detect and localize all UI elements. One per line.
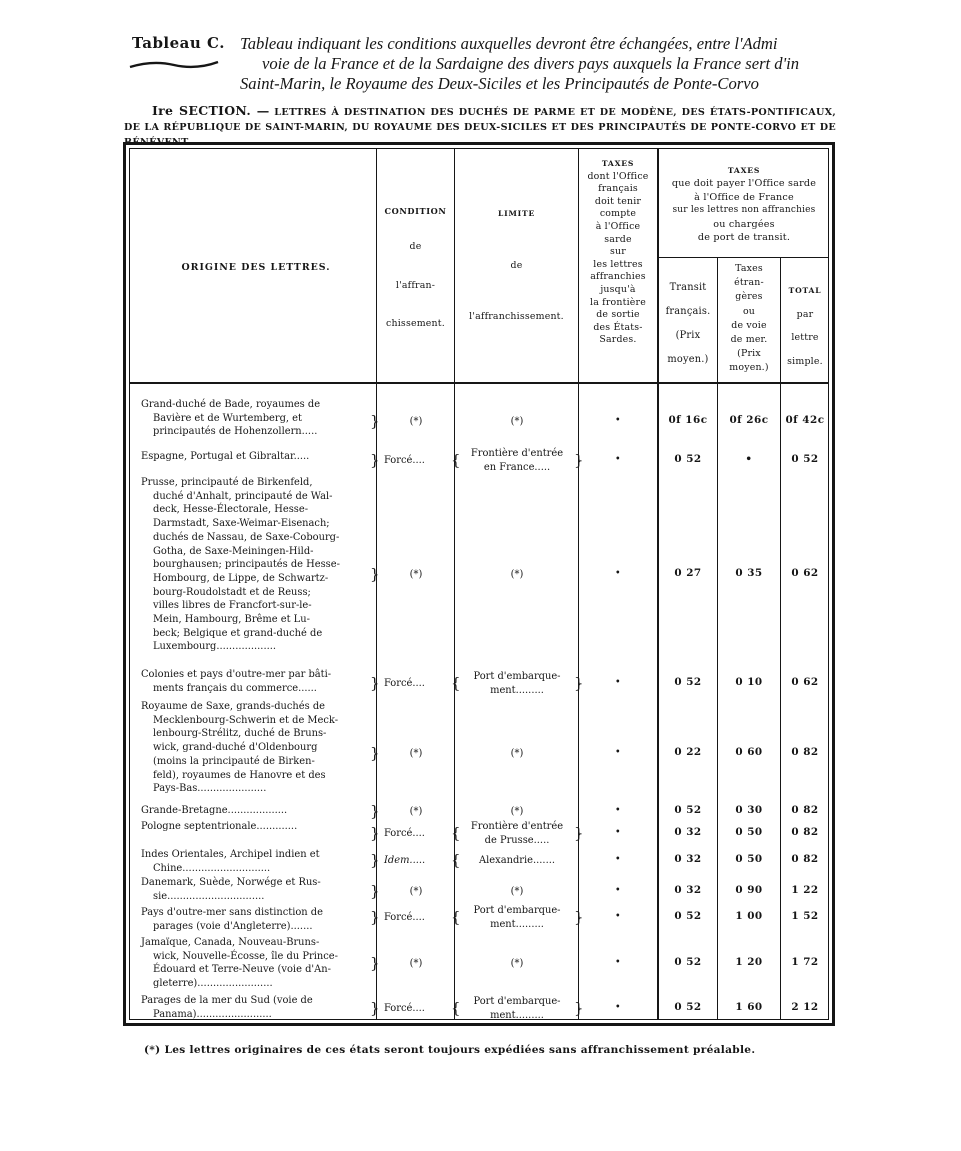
ts-4: ou chargées xyxy=(713,218,775,230)
row-10-condition: (*) xyxy=(409,958,423,969)
header-etrangeres xyxy=(718,262,780,376)
row-5-origine-line-0: Grande-Bretagne................... xyxy=(141,805,288,816)
te-5: de mer. xyxy=(730,334,768,346)
row-6-taxe_fr: • xyxy=(615,826,621,836)
tf-7: sur xyxy=(610,246,626,258)
row-4-condition: (*) xyxy=(409,748,423,759)
row-6-limite-line-0: Frontière d'entrée xyxy=(470,821,564,833)
row-6-etrangere: 0 50 xyxy=(735,826,763,838)
row-10-taxe_fr: • xyxy=(615,956,621,966)
header-transit xyxy=(659,276,717,372)
row-7-taxe_fr: • xyxy=(615,853,621,863)
row-3-brace-condition: { xyxy=(451,674,461,692)
title-line-1: Tableau indiquant les conditions auxquelles devront être échangées, entre l'Admi xyxy=(240,34,778,53)
row-0-etrangere: 0f 26c xyxy=(729,414,769,426)
row-8-etrangere: 0 90 xyxy=(735,884,763,896)
row-0-limite-line-0: (*) xyxy=(510,416,524,428)
te-2: gères xyxy=(735,291,763,303)
row-9-condition: Forcé.... xyxy=(384,912,425,923)
row-11-limite-line-0: Port d'embarque- xyxy=(473,996,561,1008)
row-9-origine-line-1: parages (voie d'Angleterre)....... xyxy=(153,920,313,932)
row-1-etrangere: • xyxy=(745,453,753,465)
row-0-condition: (*) xyxy=(409,416,423,427)
header-taxes-sarde xyxy=(659,164,829,244)
row-5-origine xyxy=(141,804,371,818)
row-0-total: 0f 42c xyxy=(785,414,825,426)
row-8-brace-origine: } xyxy=(370,882,380,900)
row-9-brace-limite: } xyxy=(574,908,584,926)
row-2-total: 0 62 xyxy=(791,567,819,579)
row-11-origine-line-1: Panama)........................ xyxy=(153,1008,272,1020)
tf-11: la frontière xyxy=(590,296,646,308)
row-7-origine-line-0: Indes Orientales, Archipel indien et xyxy=(141,849,320,860)
row-8-taxe_fr: • xyxy=(615,884,621,894)
row-2-origine-line-3: Darmstadt, Saxe-Weimar-Eisenach; xyxy=(153,518,330,530)
header-limite-l3: l'affranchissement. xyxy=(469,310,564,322)
row-6-condition: Forcé.... xyxy=(384,828,425,839)
row-2-condition: (*) xyxy=(409,569,423,580)
row-2-origine xyxy=(141,476,371,654)
table-label: Tableau C. xyxy=(132,34,225,52)
row-10-etrangere: 1 20 xyxy=(735,956,763,968)
row-0-origine xyxy=(141,398,371,439)
tf-6: sarde xyxy=(604,233,632,245)
row-6-brace-origine: } xyxy=(370,824,380,842)
row-7-limite xyxy=(458,854,576,868)
row-9-etrangere: 1 00 xyxy=(735,910,763,922)
row-7-brace-condition: { xyxy=(451,851,461,869)
row-4-origine-line-2: lenbourg-Strélitz, duché de Bruns- xyxy=(153,728,327,740)
row-3-limite-line-0: Port d'embarque- xyxy=(473,671,561,683)
row-2-brace-origine: } xyxy=(370,565,380,583)
row-2-origine-line-8: bourg-Roudolstadt et de Reuss; xyxy=(153,586,311,598)
row-2-taxe_fr: • xyxy=(615,567,621,577)
row-1-origine xyxy=(141,450,371,464)
row-9-brace-origine: } xyxy=(370,908,380,926)
row-3-taxe_fr: • xyxy=(615,676,621,686)
row-9-total: 1 52 xyxy=(791,910,819,922)
row-6-transit: 0 32 xyxy=(674,826,702,838)
row-9-taxe_fr: • xyxy=(615,910,621,920)
tt-3: simple. xyxy=(787,355,823,367)
header-condition-l4: chissement. xyxy=(386,317,445,329)
row-6-limite-line-1: de Prusse..... xyxy=(484,835,550,847)
row-11-total: 2 12 xyxy=(791,1001,819,1013)
header-taxes-francais xyxy=(579,158,657,347)
row-2-origine-line-4: duchés de Nassau, de Saxe-Cobourg- xyxy=(153,531,340,543)
header-rule xyxy=(129,382,829,384)
tf-0: TAXES xyxy=(601,159,635,168)
row-11-transit: 0 52 xyxy=(674,1001,702,1013)
row-11-brace-limite: } xyxy=(574,999,584,1017)
header-total xyxy=(781,279,829,373)
row-1-brace-limite: } xyxy=(574,451,584,469)
ts-3: sur les lettres non affranchies xyxy=(672,205,816,216)
row-4-limite xyxy=(458,747,576,761)
te-4: de voie xyxy=(731,319,767,331)
row-0-brace-origine: } xyxy=(370,412,380,430)
row-0-origine-line-2: principautés de Hohenzollern..... xyxy=(153,426,318,438)
row-10-origine-line-3: gleterre)........................ xyxy=(153,978,273,990)
row-1-taxe_fr: • xyxy=(615,453,621,463)
row-8-total: 1 22 xyxy=(791,884,819,896)
row-4-origine-line-1: Mecklenbourg-Schwerin et de Meck- xyxy=(153,714,339,726)
row-2-transit: 0 27 xyxy=(674,567,702,579)
row-9-origine-line-0: Pays d'outre-mer sans distinction de xyxy=(141,907,323,918)
row-10-limite-line-0: (*) xyxy=(510,958,524,970)
row-6-brace-limite: } xyxy=(574,824,584,842)
row-11-condition: Forcé.... xyxy=(384,1003,425,1014)
tr-1: français. xyxy=(665,306,711,317)
row-2-origine-line-6: bourghausen; principautés de Hesse- xyxy=(153,559,340,571)
row-11-brace-condition: { xyxy=(451,999,461,1017)
row-2-origine-line-5: Gotha, de Saxe-Meiningen-Hild- xyxy=(153,545,314,557)
tr-2: (Prix xyxy=(675,330,701,341)
row-7-brace-origine: } xyxy=(370,851,380,869)
row-4-origine-line-4: (moins la principauté de Birken- xyxy=(153,755,315,767)
row-4-limite-line-0: (*) xyxy=(510,748,524,760)
row-9-limite-line-1: ment......... xyxy=(490,919,544,931)
te-0: Taxes xyxy=(735,263,763,274)
row-2-origine-line-12: Luxembourg................... xyxy=(153,641,277,653)
row-0-transit: 0f 16c xyxy=(668,414,708,426)
row-5-limite-line-0: (*) xyxy=(510,806,524,818)
row-7-etrangere: 0 50 xyxy=(735,853,763,865)
table-title xyxy=(240,34,842,94)
te-7: moyen.) xyxy=(729,362,769,374)
tf-2: français xyxy=(598,183,638,195)
row-0-limite xyxy=(458,415,576,429)
row-1-total: 0 52 xyxy=(791,453,819,465)
row-4-origine-line-0: Royaume de Saxe, grands-duchés de xyxy=(141,701,326,712)
row-10-brace-origine: } xyxy=(370,954,380,972)
row-9-limite xyxy=(458,904,576,931)
row-11-origine-line-0: Parages de la mer du Sud (voie de xyxy=(141,995,313,1006)
row-4-origine-line-6: Pays-Bas...................... xyxy=(153,783,267,795)
row-8-limite-line-0: (*) xyxy=(510,886,524,898)
row-2-origine-line-10: Mein, Hambourg, Brême et Lu- xyxy=(153,614,310,626)
row-5-total: 0 82 xyxy=(791,804,819,816)
row-3-etrangere: 0 10 xyxy=(735,676,763,688)
header-condition-l2: de xyxy=(409,241,422,253)
row-4-taxe_fr: • xyxy=(615,746,621,756)
row-0-origine-line-0: Grand-duché de Bade, royaumes de xyxy=(141,399,321,410)
row-1-brace-origine: } xyxy=(370,451,380,469)
row-8-origine-line-0: Danemark, Suède, Norwége et Rus- xyxy=(141,877,321,888)
title-line-2: voie de la France et de la Sardaigne des divers pays auxquels la France sert d'in xyxy=(262,54,800,73)
title-line-3: Saint-Marin, le Royaume des Deux-Siciles et les Principautés de Ponte-Corvo xyxy=(240,74,759,93)
header-limite xyxy=(455,208,578,323)
row-2-origine-line-2: deck, Hesse-Électorale, Hesse- xyxy=(153,504,309,516)
row-1-limite-line-0: Frontière d'entrée xyxy=(470,448,564,460)
tf-1: dont l'Office xyxy=(587,170,649,182)
row-6-origine-line-0: Pologne septentrionale............. xyxy=(141,821,298,832)
row-7-transit: 0 32 xyxy=(674,853,702,865)
header-origine: ORIGINE DES LETTRES. xyxy=(181,262,331,273)
row-7-origine-line-1: Chine............................ xyxy=(153,862,271,874)
row-11-origine xyxy=(141,994,371,1021)
subheader-rule xyxy=(659,257,829,258)
row-2-origine-line-11: beck; Belgique et grand-duché de xyxy=(153,627,323,639)
ts-5: de port de transit. xyxy=(697,232,791,244)
row-3-brace-origine: } xyxy=(370,674,380,692)
row-10-origine-line-2: Édouard et Terre-Neuve (voie d'An- xyxy=(153,964,331,976)
tr-3: moyen.) xyxy=(667,354,709,365)
header-limite-l1: LIMITE xyxy=(497,209,536,218)
row-11-taxe_fr: • xyxy=(615,1001,621,1011)
tf-13: des États- xyxy=(593,321,643,333)
row-0-origine-line-1: Bavière et de Wurtemberg, et xyxy=(153,412,302,424)
row-3-limite xyxy=(458,670,576,697)
row-10-origine xyxy=(141,936,371,991)
tf-5: à l'Office xyxy=(595,220,641,232)
row-10-origine-line-1: wick, Nouvelle-Écosse, île du Prince- xyxy=(153,950,338,962)
row-4-origine xyxy=(141,700,371,796)
tt-0: TOTAL xyxy=(788,286,822,295)
row-2-origine-line-9: villes libres de Francfort-sur-le- xyxy=(153,600,312,612)
decorative-swash xyxy=(128,58,220,72)
row-3-brace-limite: } xyxy=(574,674,584,692)
row-8-limite xyxy=(458,885,576,899)
row-2-origine-line-7: Hombourg, de Lippe, de Schwartz- xyxy=(153,572,329,584)
row-3-condition: Forcé.... xyxy=(384,678,425,689)
row-4-total: 0 82 xyxy=(791,746,819,758)
header-condition-l3: l'affran- xyxy=(395,279,436,291)
te-1: étran- xyxy=(734,277,764,289)
row-1-condition: Forcé.... xyxy=(384,455,425,466)
row-8-origine xyxy=(141,876,371,903)
footnote: (*) Les lettres originaires de ces états seront toujours expédiées sans affranchissement préalable. xyxy=(144,1044,756,1056)
tf-12: de sortie xyxy=(596,309,640,321)
row-4-brace-origine: } xyxy=(370,744,380,762)
header-limite-l2: de xyxy=(510,260,523,272)
te-3: ou xyxy=(742,305,756,317)
ts-2: à l'Office de France xyxy=(694,191,794,203)
row-5-condition: (*) xyxy=(409,806,423,817)
row-2-etrangere: 0 35 xyxy=(735,567,763,579)
row-9-transit: 0 52 xyxy=(674,910,702,922)
row-11-brace-origine: } xyxy=(370,999,380,1017)
row-4-transit: 0 22 xyxy=(674,746,702,758)
row-11-limite xyxy=(458,995,576,1022)
tt-2: lettre xyxy=(791,332,819,343)
row-2-origine-line-1: duché d'Anhalt, principauté de Wal- xyxy=(153,490,333,502)
row-8-transit: 0 32 xyxy=(674,884,702,896)
row-1-limite-line-1: en France..... xyxy=(483,462,551,474)
tt-1: par xyxy=(796,308,814,320)
row-10-limite xyxy=(458,957,576,971)
header-condition-l1: CONDITION xyxy=(384,206,447,216)
section-number: Ire SECTION. — xyxy=(152,103,270,118)
row-1-limite xyxy=(458,447,576,474)
tr-0: Transit xyxy=(669,282,707,293)
row-4-origine-line-3: wick, grand-duché d'Oldenbourg xyxy=(153,742,318,754)
row-2-origine-line-0: Prusse, principauté de Birkenfeld, xyxy=(141,477,313,488)
row-8-origine-line-1: sie............................... xyxy=(153,890,265,902)
row-8-condition: (*) xyxy=(409,886,423,897)
row-2-limite-line-0: (*) xyxy=(510,569,524,581)
row-7-origine xyxy=(141,848,371,875)
row-11-limite-line-1: ment......... xyxy=(490,1010,544,1022)
row-9-limite-line-0: Port d'embarque- xyxy=(473,905,561,917)
row-5-etrangere: 0 30 xyxy=(735,804,763,816)
row-3-origine xyxy=(141,668,371,695)
row-6-brace-condition: { xyxy=(451,824,461,842)
ts-0: TAXES xyxy=(727,166,761,175)
tf-8: les lettres xyxy=(593,258,643,270)
row-5-transit: 0 52 xyxy=(674,804,702,816)
tf-10: jusqu'à xyxy=(600,283,636,295)
row-1-transit: 0 52 xyxy=(674,453,702,465)
te-6: (Prix xyxy=(737,348,761,360)
tf-4: compte xyxy=(599,208,637,220)
row-6-origine xyxy=(141,820,371,834)
row-7-limite-line-0: Alexandrie....... xyxy=(479,855,555,867)
row-11-etrangere: 1 60 xyxy=(735,1001,763,1013)
row-1-brace-condition: { xyxy=(451,451,461,469)
tf-3: doit tenir xyxy=(594,195,642,207)
row-10-transit: 0 52 xyxy=(674,956,702,968)
row-3-limite-line-1: ment......... xyxy=(490,685,544,697)
row-10-total: 1 72 xyxy=(791,956,819,968)
header-condition xyxy=(377,205,454,330)
row-2-limite xyxy=(458,568,576,582)
section-description: LETTRES À DESTINATION DES DUCHÉS DE PARME ET DE MODÈNE, DES ÉTATS-PONTIFICAUX, DE LA RÉPUBLIQUE DE SAINT-MARIN, DU ROYAUME DES DEUX-SICILES ET DES PRINCIPAUTÉS DE PONTE-CORVO ET DE BÉNÉVENT. xyxy=(124,107,836,148)
row-1-origine-line-0: Espagne, Portugal et Gibraltar..... xyxy=(141,451,310,462)
row-3-origine-line-0: Colonies et pays d'outre-mer par bâti- xyxy=(141,669,332,680)
ts-1: que doit payer l'Office sarde xyxy=(671,178,817,190)
row-4-etrangere: 0 60 xyxy=(735,746,763,758)
row-4-origine-line-5: feld), royaumes de Hanovre et des xyxy=(153,769,326,781)
row-3-transit: 0 52 xyxy=(674,676,702,688)
row-6-limite xyxy=(458,820,576,847)
row-6-total: 0 82 xyxy=(791,826,819,838)
tf-9: affranchies xyxy=(590,271,646,283)
row-9-origine xyxy=(141,906,371,933)
tf-14: Sardes. xyxy=(599,334,637,346)
row-5-brace-origine: } xyxy=(370,802,380,820)
row-5-taxe_fr: • xyxy=(615,804,621,814)
row-9-brace-condition: { xyxy=(451,908,461,926)
row-7-condition: Idem..... xyxy=(384,855,426,866)
row-0-taxe_fr: • xyxy=(615,414,621,424)
row-3-total: 0 62 xyxy=(791,676,819,688)
row-10-origine-line-0: Jamaïque, Canada, Nouveau-Bruns- xyxy=(141,937,320,948)
row-7-total: 0 82 xyxy=(791,853,819,865)
row-5-limite xyxy=(458,805,576,819)
row-3-origine-line-1: ments français du commerce...... xyxy=(153,682,317,694)
